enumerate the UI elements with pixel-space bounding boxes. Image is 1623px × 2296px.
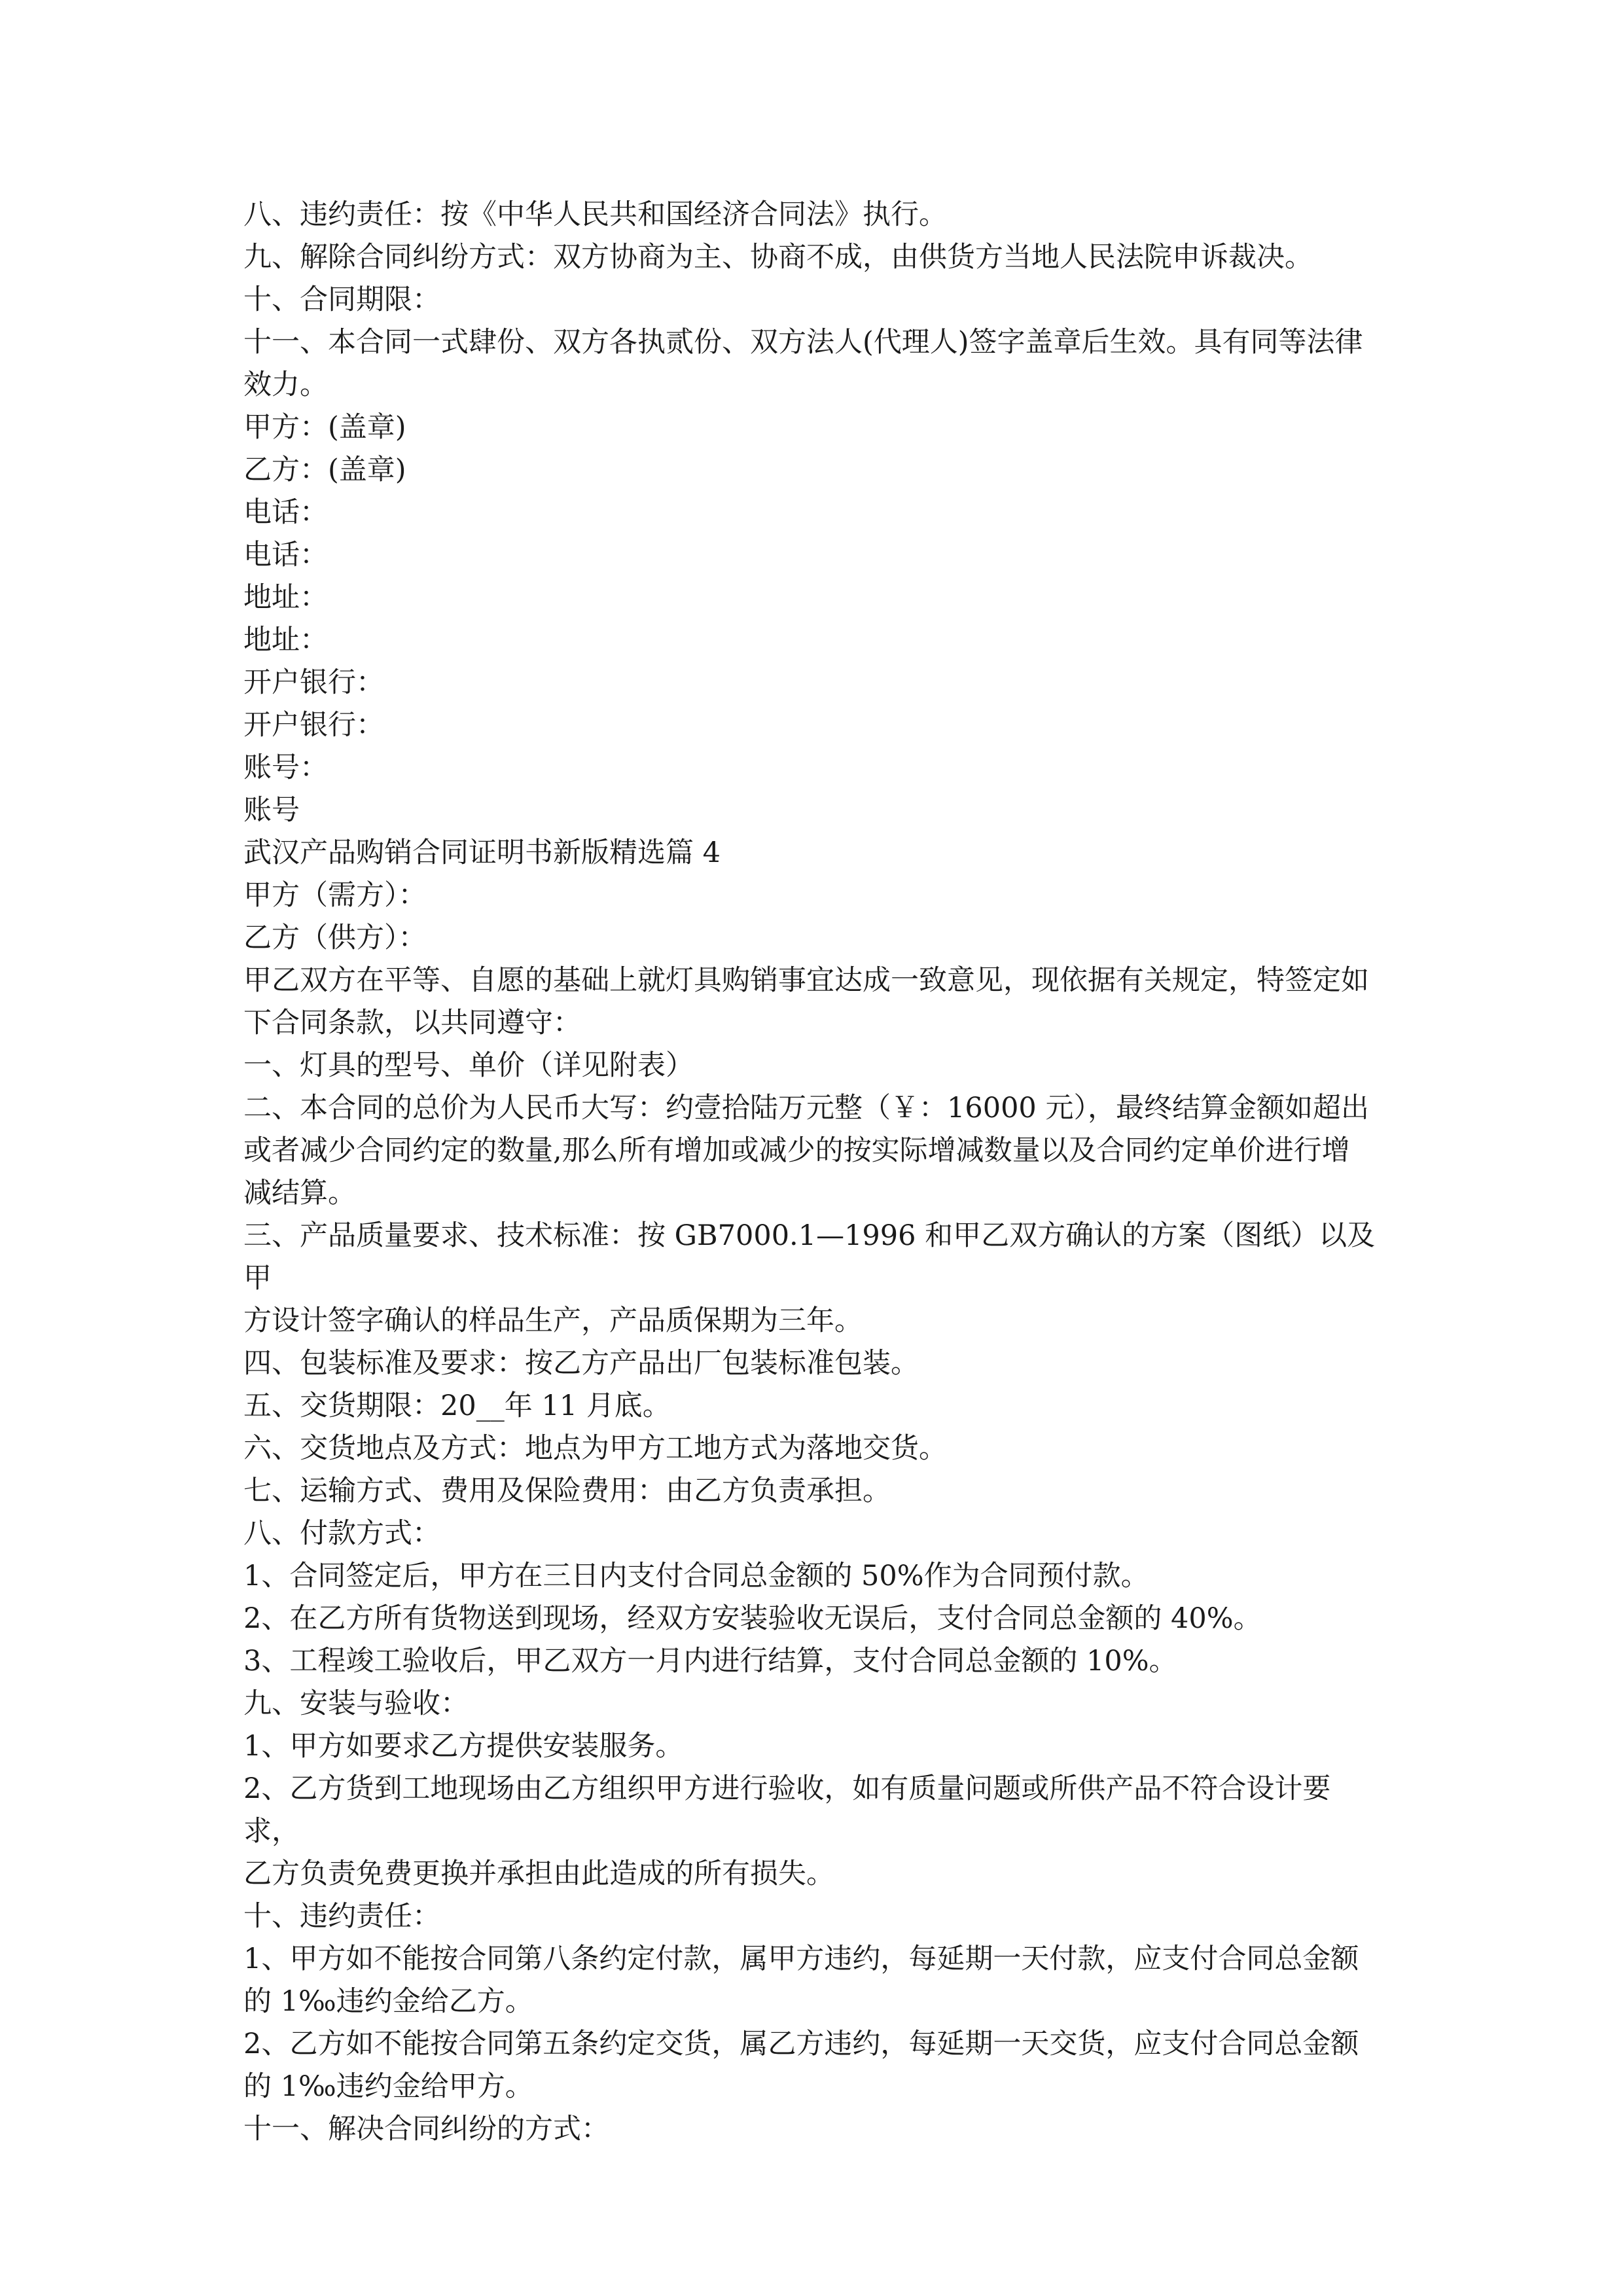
text-line: 乙方：(盖章) (243, 454, 406, 486)
text-line: 五、交货期限：20__年 11 月底。 (243, 1390, 671, 1422)
text-line: 3、工程竣工验收后，甲乙双方一月内进行结算，支付合同总金额的 10%。 (243, 1645, 1177, 1677)
text-line: 的 1‰违约金给乙方。 (243, 1985, 533, 2018)
text-line: 1、合同签定后，甲方在三日内支付合同总金额的 50%作为合同预付款。 (243, 1560, 1149, 1592)
text-line: 八、付款方式： (243, 1517, 440, 1550)
section-title: 武汉产品购销合同证明书新版精选篇 4 (243, 836, 721, 869)
document-body (243, 194, 1382, 2151)
text-line: 九、解除合同纠纷方式：双方协商为主、协商不成，由供货方当地人民法院申诉裁决。 (243, 241, 1313, 274)
text-line: 八、违约责任：按《中华人民共和国经济合同法》执行。 (243, 198, 947, 231)
text-line: 地址： (243, 581, 328, 614)
text-line: 甲方：(盖章) (243, 411, 406, 444)
text-line: 或者减少合同约定的数量,那么所有增加或减少的按实际增减数量以及合同约定单价进行增 (243, 1134, 1350, 1167)
text-line: 电话： (243, 539, 328, 571)
text-line: 地址： (243, 624, 328, 656)
text-line: 1、甲方如不能按合同第八条约定付款，属甲方违约，每延期一天付款，应支付合同总金额 (243, 1943, 1359, 1975)
text-line: 开户银行： (243, 709, 384, 742)
text-line: 十、合同期限： (243, 283, 440, 316)
text-line: 2、乙方如不能按合同第五条约定交货，属乙方违约，每延期一天交货，应支付合同总金额 (243, 2028, 1359, 2060)
text-line: 方设计签字确认的样品生产，产品质保期为三年。 (243, 1304, 863, 1337)
text-line: 三、产品质量要求、技术标准：按 GB7000.1—1996 和甲乙双方确认的方案（图纸）以及甲 (243, 1219, 1376, 1295)
text-line: 电话： (243, 496, 328, 529)
text-line: 乙方（供方）： (243, 922, 427, 954)
text-line: 效力。 (243, 368, 328, 401)
text-line: 2、在乙方所有货物送到现场，经双方安装验收无误后，支付合同总金额的 40%。 (243, 1602, 1262, 1635)
text-line: 的 1‰违约金给甲方。 (243, 2070, 533, 2103)
text-line: 十一、解决合同纠纷的方式： (243, 2113, 609, 2145)
text-line: 九、安装与验收： (243, 1687, 469, 1720)
text-line: 一、灯具的型号、单价（详见附表） (243, 1049, 694, 1082)
text-line: 十一、本合同一式肆份、双方各执贰份、双方法人(代理人)签字盖章后生效。具有同等法律 (243, 326, 1363, 359)
text-line: 甲方（需方）： (243, 879, 427, 912)
text-line: 下合同条款，以共同遵守： (243, 1007, 581, 1039)
text-line: 六、交货地点及方式：地点为甲方工地方式为落地交货。 (243, 1432, 947, 1465)
text-line: 乙方负责免费更换并承担由此造成的所有损失。 (243, 1857, 834, 1890)
text-line: 2、乙方货到工地现场由乙方组织甲方进行验收，如有质量问题或所供产品不符合设计要求， (243, 1772, 1331, 1848)
text-line: 七、运输方式、费用及保险费用：由乙方负责承担。 (243, 1475, 891, 1507)
text-line: 甲乙双方在平等、自愿的基础上就灯具购销事宜达成一致意见，现依据有关规定，特签定如 (243, 964, 1369, 997)
text-line: 账号： (243, 751, 328, 784)
text-line: 账号 (243, 794, 300, 827)
text-line: 1、甲方如要求乙方提供安装服务。 (243, 1730, 684, 1763)
text-line: 二、本合同的总价为人民币大写：约壹拾陆万元整（￥：16000 元），最终结算金额如超出 (243, 1092, 1369, 1124)
text-line: 十、违约责任： (243, 1900, 440, 1933)
text-line: 减结算。 (243, 1177, 356, 1210)
text-line: 开户银行： (243, 666, 384, 699)
text-line: 四、包装标准及要求：按乙方产品出厂包装标准包装。 (243, 1347, 919, 1380)
